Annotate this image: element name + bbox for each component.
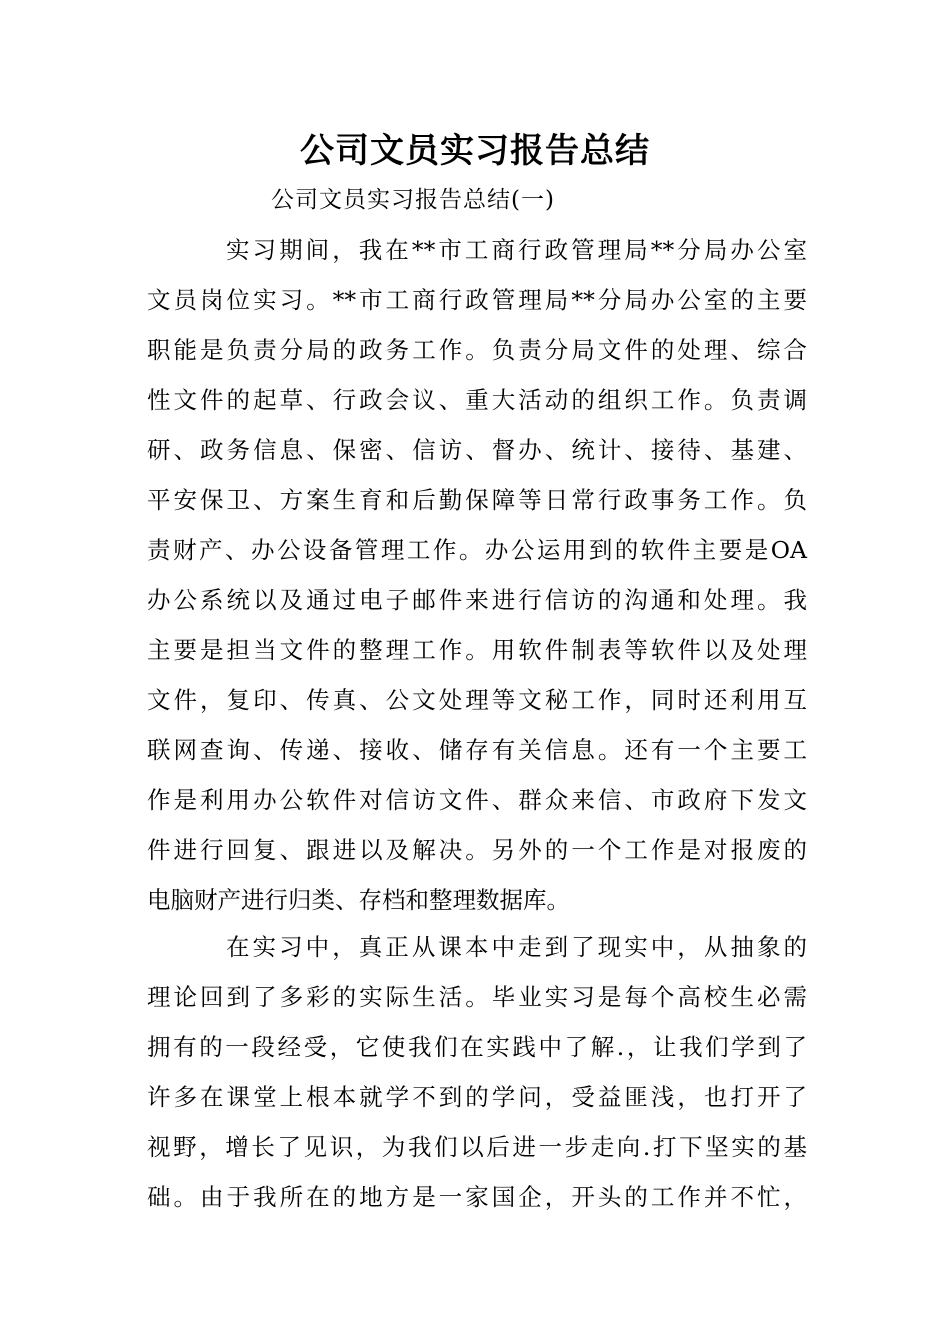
text-line: 理论回到了多彩的实际生活。毕业实习是每个高校生必需 (147, 983, 807, 1011)
text-line: 办公系统以及通过电子邮件来进行信访的沟通和处理。我 (147, 586, 807, 614)
text-line: 平安保卫、方案生育和后勤保障等日常行政事务工作。负 (147, 486, 807, 514)
text-line: 件进行回复、跟进以及解决。另外的一个工作是对报废的 (147, 836, 807, 864)
document-subtitle: 公司文员实习报告总结(一) (271, 187, 555, 213)
text-line: 主要是担当文件的整理工作。用软件制表等软件以及处理 (147, 636, 807, 664)
text-line: 文员岗位实习。**市工商行政管理局**分局办公室的主要 (147, 286, 807, 314)
text-line: 性文件的起草、行政会议、重大活动的组织工作。负责调 (147, 386, 807, 414)
text-line: 职能是负责分局的政务工作。负责分局文件的处理、综合 (147, 336, 807, 364)
text-line: 许多在课堂上根本就学不到的学问，受益匪浅，也打开了 (147, 1083, 807, 1111)
text-line: 电脑财产进行归类、存档和整理数据库。 (147, 886, 570, 914)
text-line: 实习期间，我在**市工商行政管理局**分局办公室 (226, 236, 807, 264)
text-line: 视野，增长了见识，为我们以后进一步走向.打下坚实的基 (147, 1133, 807, 1161)
text-line: 作是利用办公软件对信访文件、群众来信、市政府下发文 (147, 786, 807, 814)
text-line: 文件，复印、传真、公文处理等文秘工作，同时还利用互 (147, 686, 807, 714)
text-line: 研、政务信息、保密、信访、督办、统计、接待、基建、 (147, 436, 807, 464)
document-title: 公司文员实习报告总结 (300, 131, 650, 171)
text-line: 在实习中，真正从课本中走到了现实中，从抽象的 (226, 933, 807, 961)
text-line: 责财产、办公设备管理工作。办公运用到的软件主要是OA (147, 536, 807, 564)
text-line: 联网查询、传递、接收、储存有关信息。还有一个主要工 (147, 736, 807, 764)
text-line: 础。由于我所在的地方是一家国企，开头的工作并不忙， (147, 1183, 807, 1211)
text-line: 拥有的一段经受，它使我们在实践中了解.，让我们学到了 (147, 1033, 807, 1061)
